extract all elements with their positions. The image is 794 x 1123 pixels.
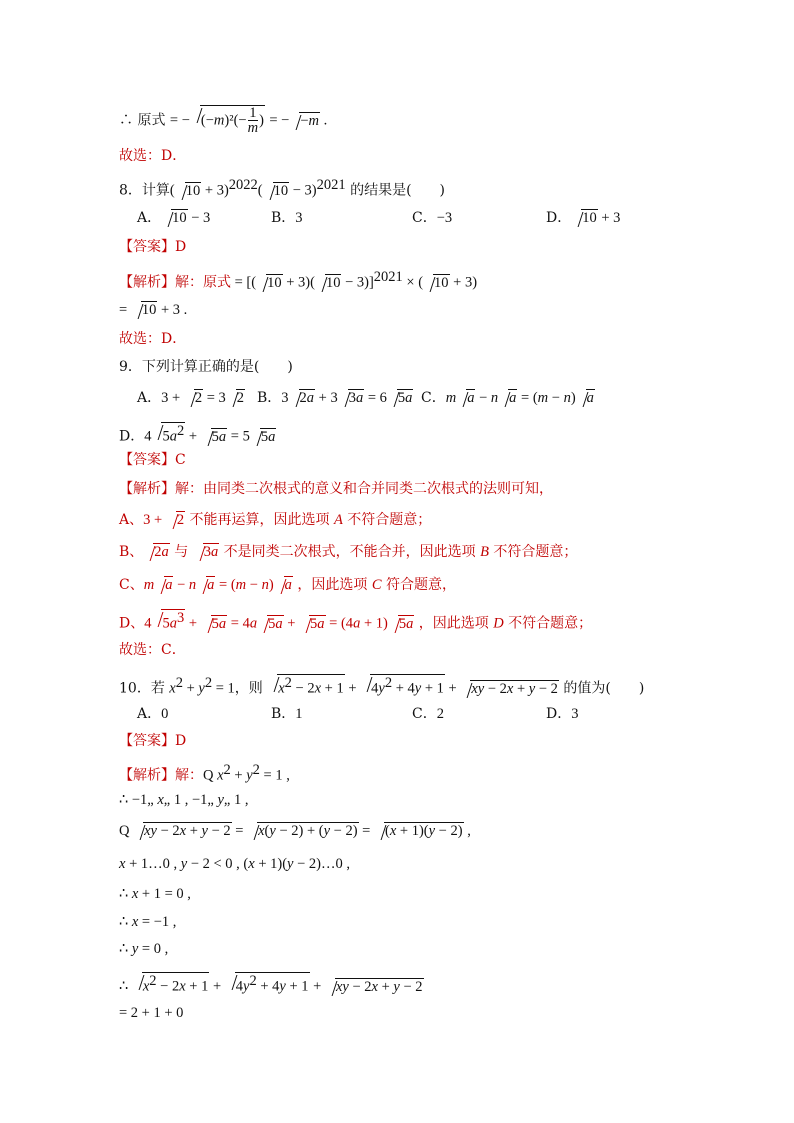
question-8-stem: 8．计算( 10 + 3)$^{2022}$( 10 − 3)$^{2021}$ 的结果是( ) <box>119 177 446 199</box>
q10-step-3: x + 1…0 , y − 2 < 0 , (x + 1)(y − 2)…0 , <box>119 856 350 872</box>
q8-option-d[interactable]: D． 10 + 3 <box>546 210 621 226</box>
q10-step-6: ∴ y = 0 , <box>119 941 169 957</box>
q10-answer: 【答案】D <box>119 733 187 749</box>
q8-option-b[interactable]: B．3 <box>271 210 303 226</box>
q10-step-5: ∴ x = −1 , <box>119 914 177 930</box>
q10-step-8: = 2 + 1 + 0 <box>119 1005 184 1021</box>
q10-option-c[interactable]: C．2 <box>412 706 444 722</box>
q8-option-a[interactable]: A． 10 − 3 <box>137 210 211 226</box>
select-line-q7: 故选：D． <box>119 148 187 164</box>
q10-analysis: 【解析】解：Q $x^2 + y^2 = 1$ , <box>119 762 290 784</box>
q10-step-4: ∴ x + 1 = 0 , <box>119 886 191 902</box>
q9-analysis-b: B、 2a 与 3a 不是同类二次根式，不能合并，因此选项 B 不符合题意； <box>119 544 578 560</box>
q9-analysis-c: C、m a − n a = (m − n) a ，因此选项 C 符合题意， <box>119 577 456 593</box>
question-9-stem: 9．下列计算正确的是( ) <box>119 359 293 375</box>
q9-analysis-a: A、3 + 2 不能再运算，因此选项 A 不符合题意； <box>119 512 432 528</box>
q9-option-b[interactable]: B．3 2a + 3 3a = 6 5a <box>257 390 413 406</box>
select-line-q9: 故选：C． <box>119 642 186 658</box>
q9-option-a[interactable]: A．3 + 2 = 3 2 <box>137 390 244 406</box>
q9-answer: 【答案】C <box>119 452 186 468</box>
select-line-q8: 故选：D． <box>119 331 187 347</box>
q10-option-d[interactable]: D．3 <box>546 706 579 722</box>
q9-analysis: 【解析】解：由同类二次根式的意义和合并同类二次根式的法则可知， <box>119 481 553 497</box>
question-10-stem: 10．若 $x^2 + y^2 = 1$，则 $x^2 - 2x + 1 + 4y^2 + 4y + 1$ + xy − 2x + y − 2 的值为( ) <box>119 675 645 697</box>
q10-step-7: ∴ $x^2 - 2x + 1 + 4y^2 + 4y + 1$ + xy − 2x + y − 2 <box>119 973 423 995</box>
q10-step-2: Q xy − 2x + y − 2 = x(y − 2) + (y − 2) = (x + 1)(y − 2) , <box>119 823 471 839</box>
q8-analysis: 【解析】解：原式 = [( 10 + 3)( 10 − 3)]$^{2021}$ × ( 10 + 3) <box>119 269 478 291</box>
q8-analysis-result: = 10 + 3 . <box>119 302 188 318</box>
q8-answer: 【答案】D <box>119 239 187 255</box>
q9-option-d[interactable]: D．4 $5a^2 + 5a = 5$ 5a <box>119 423 276 445</box>
q9-analysis-d: D、4 $5a^3 + 5a = 4a$ 5a + 5a = (4a + 1) 5a ，因此选项 D 不符合题意； <box>119 610 593 632</box>
q9-option-c[interactable]: C．m a − n a = (m − n) a <box>421 390 594 406</box>
q10-option-b[interactable]: B．1 <box>271 706 303 722</box>
q8-option-c[interactable]: C．−3 <box>412 210 453 226</box>
solution-line-conclusion: ∴ 原式 = − (−m)²(− $\frac{1}{m}$ ) = − −m . <box>119 105 328 136</box>
q10-option-a[interactable]: A．0 <box>137 706 169 722</box>
q10-step-1: ∴ −1„ x„ 1 , −1„ y„ 1 , <box>119 792 249 808</box>
